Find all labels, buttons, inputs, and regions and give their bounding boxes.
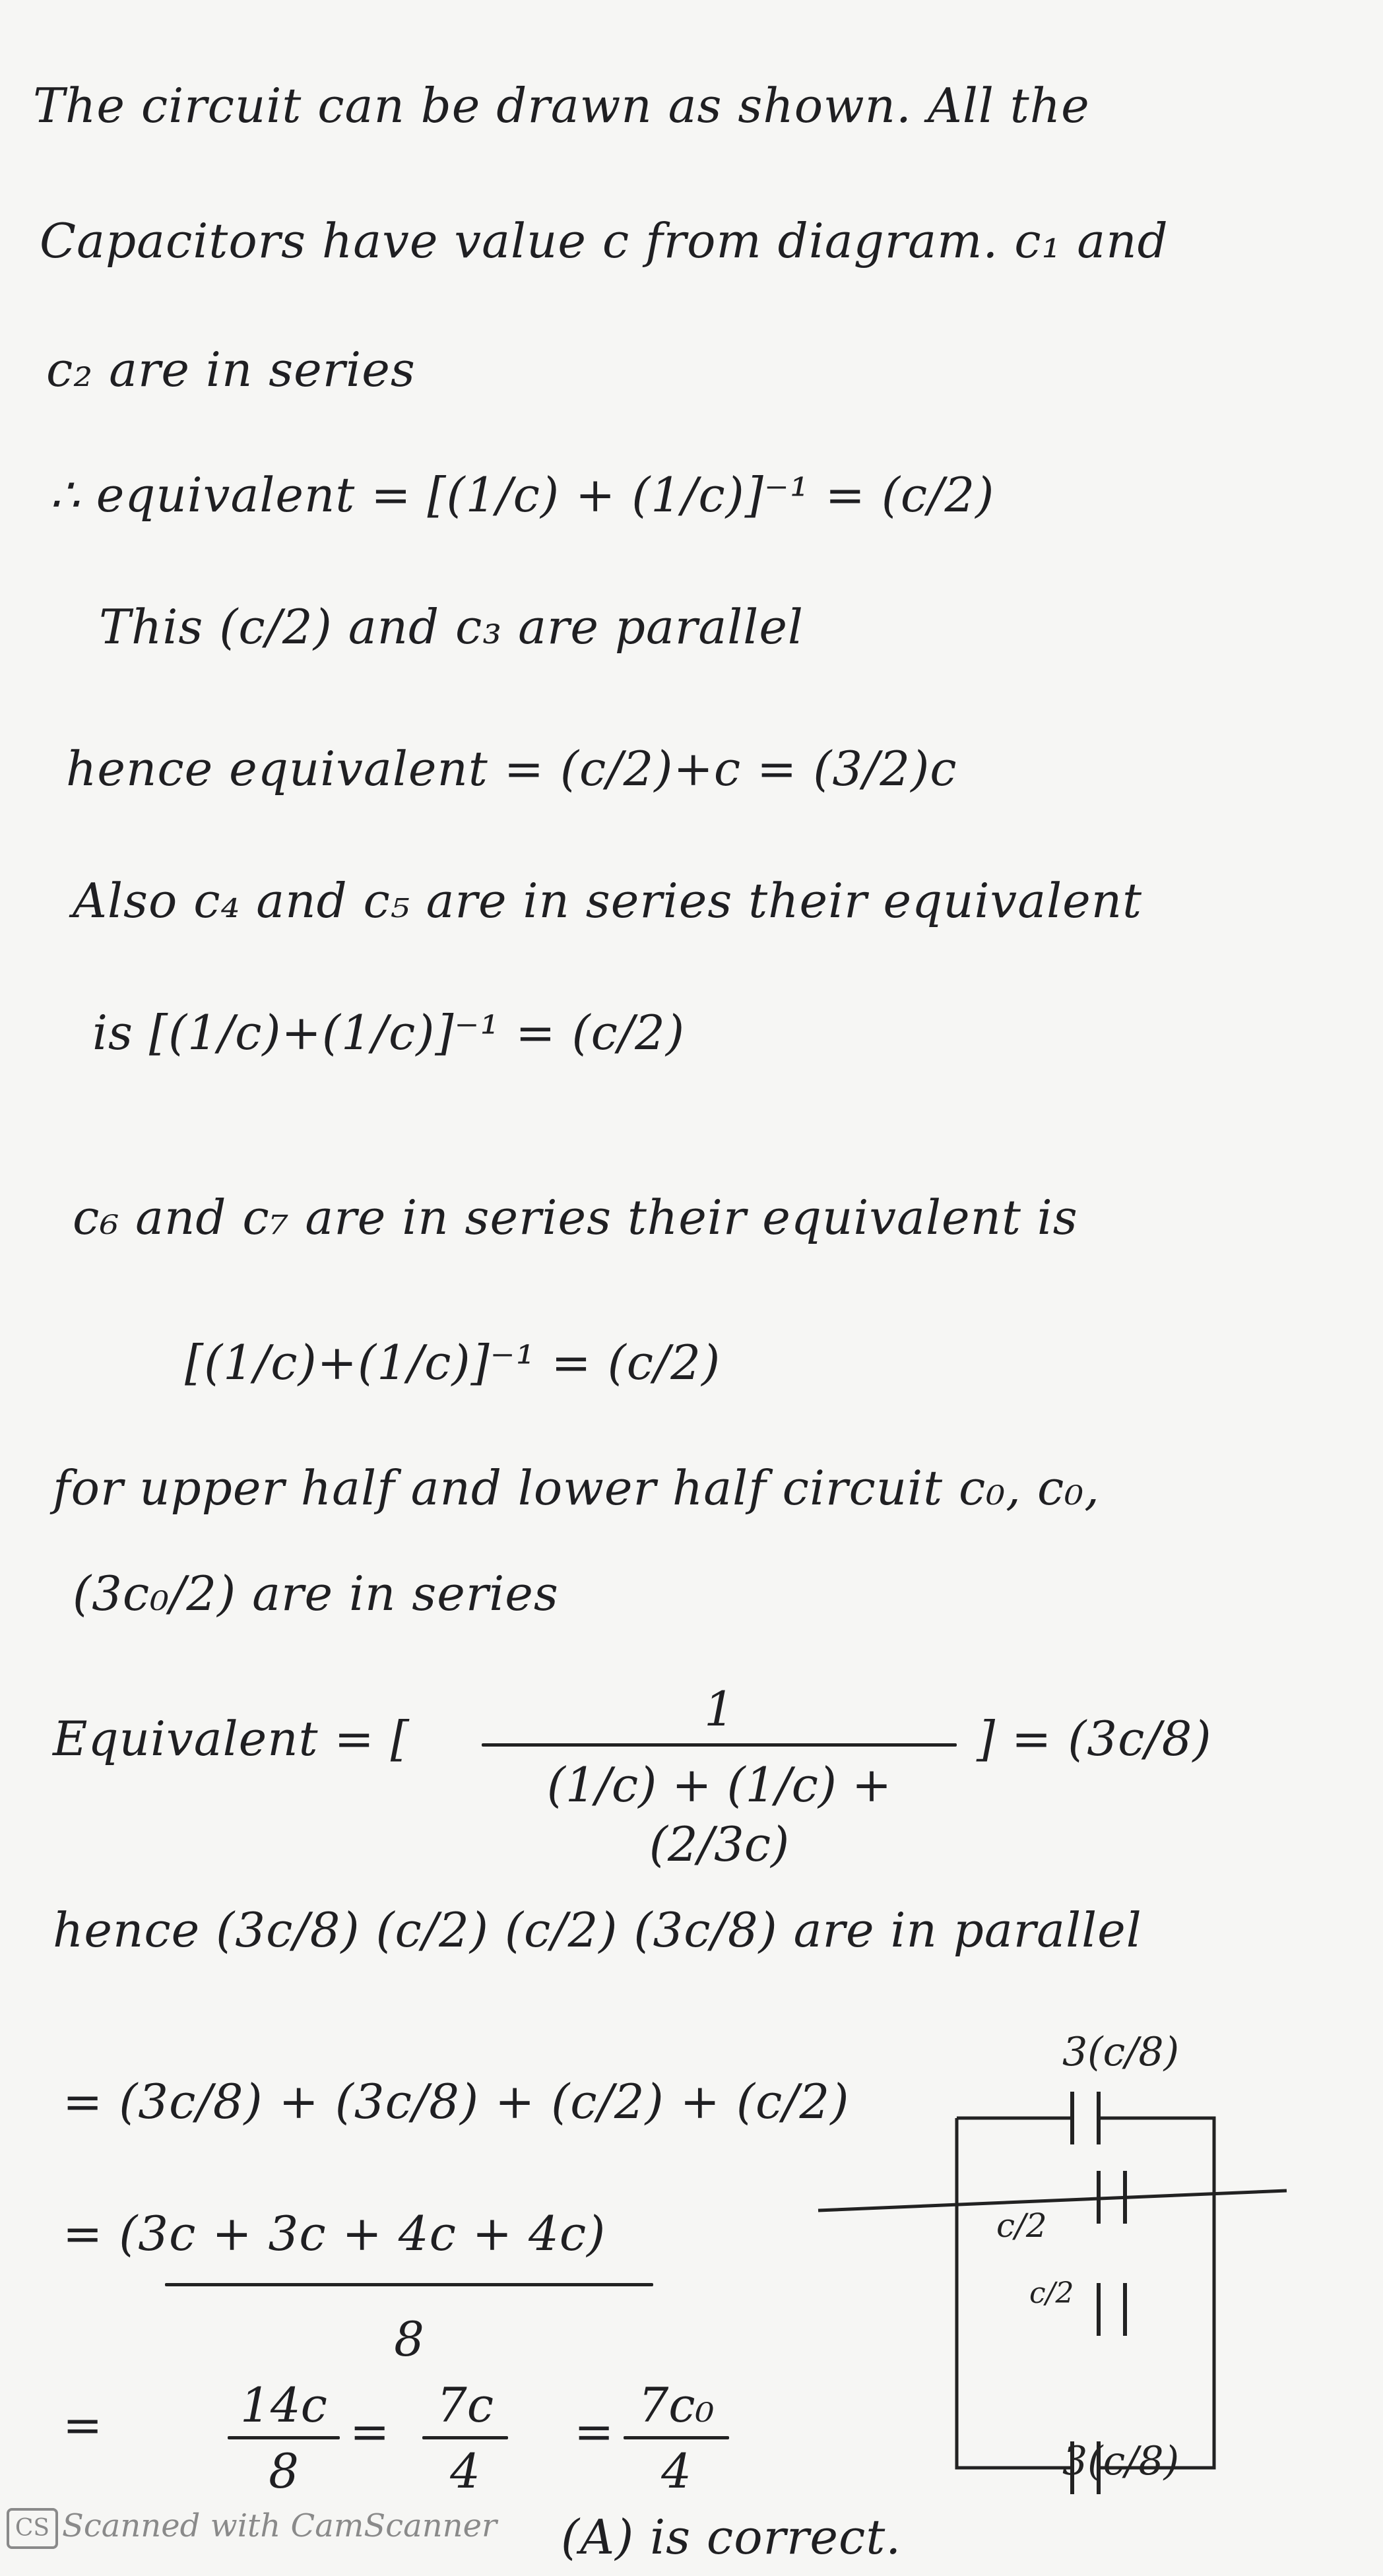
fraction-7c0-den: 4 bbox=[661, 2443, 692, 2499]
equals-sign: = bbox=[574, 2404, 614, 2459]
line-5: This (c/2) and c₃ are parallel bbox=[99, 599, 804, 655]
camscanner-watermark bbox=[7, 2507, 497, 2549]
line-3: c₂ are in series bbox=[46, 342, 416, 397]
line-15: = (3c/8) + (3c/8) + (c/2) + (c/2) bbox=[63, 2074, 850, 2129]
fraction-bar bbox=[228, 2436, 340, 2439]
diagram-main-wire bbox=[818, 2191, 1287, 2210]
diagram-top-label: 3(c/8) bbox=[1062, 2029, 1179, 2075]
fraction-14c-den: 8 bbox=[269, 2443, 299, 2499]
line-7: Also c₄ and c₅ are in series their equivalent bbox=[73, 873, 1143, 928]
equals-sign: = bbox=[63, 2397, 103, 2453]
fraction-bar bbox=[422, 2436, 508, 2439]
line-16-denominator: 8 bbox=[394, 2311, 424, 2367]
line-8: is [(1/c)+(1/c)]⁻¹ = (c/2) bbox=[92, 1005, 686, 1060]
conclusion: (A) is correct. bbox=[561, 2509, 902, 2565]
line-6: hence equivalent = (c/2)+c = (3/2)c bbox=[66, 741, 957, 796]
watermark-text: Scanned with CamScanner bbox=[62, 2507, 497, 2544]
line-13-left: Equivalent = [ bbox=[53, 1711, 410, 1766]
diagram-mid-label-1: c/2 bbox=[996, 2206, 1047, 2245]
camscanner-logo-icon: CS bbox=[7, 2508, 58, 2549]
line-4: ∴ equivalent = [(1/c) + (1/c)]⁻¹ = (c/2) bbox=[49, 467, 995, 523]
line-2: Capacitors have value c from diagram. c₁ and bbox=[40, 213, 1169, 269]
line-13-right: ] = (3c/8) bbox=[977, 1711, 1212, 1766]
line-13-denominator: (1/c) + (1/c) + (2/3c) bbox=[546, 1757, 892, 1872]
diagram-wire-loop bbox=[957, 2118, 1214, 2468]
diagram-bottom-label: 3(c/8) bbox=[1062, 2438, 1179, 2484]
line-10: [(1/c)+(1/c)]⁻¹ = (c/2) bbox=[185, 1335, 721, 1390]
line-14: hence (3c/8) (c/2) (c/2) (3c/8) are in parallel bbox=[53, 1902, 1142, 1958]
line-9: c₆ and c₇ are in series their equivalent is bbox=[73, 1190, 1078, 1245]
line-1: The circuit can be drawn as shown. All the bbox=[33, 78, 1090, 133]
fraction-7c0-num: 7c₀ bbox=[638, 2377, 715, 2433]
capacitor-network-diagram bbox=[805, 1993, 1306, 2494]
fraction-7c-num: 7c bbox=[436, 2377, 494, 2433]
line-12: (3c₀/2) are in series bbox=[73, 1566, 559, 1621]
line-16-numerator: = (3c + 3c + 4c + 4c) bbox=[63, 2206, 606, 2261]
fraction-7c-den: 4 bbox=[450, 2443, 480, 2499]
fraction-bar bbox=[165, 2283, 653, 2286]
line-11: for upper half and lower half circuit c₀, c₀, bbox=[53, 1460, 1101, 1516]
fraction-14c-num: 14c bbox=[240, 2377, 327, 2433]
fraction-bar bbox=[482, 1743, 957, 1747]
fraction-bar bbox=[624, 2436, 729, 2439]
diagram-mid-label-2: c/2 bbox=[1029, 2276, 1074, 2310]
line-13-numerator: 1 bbox=[704, 1681, 734, 1737]
equals-sign: = bbox=[350, 2404, 390, 2459]
